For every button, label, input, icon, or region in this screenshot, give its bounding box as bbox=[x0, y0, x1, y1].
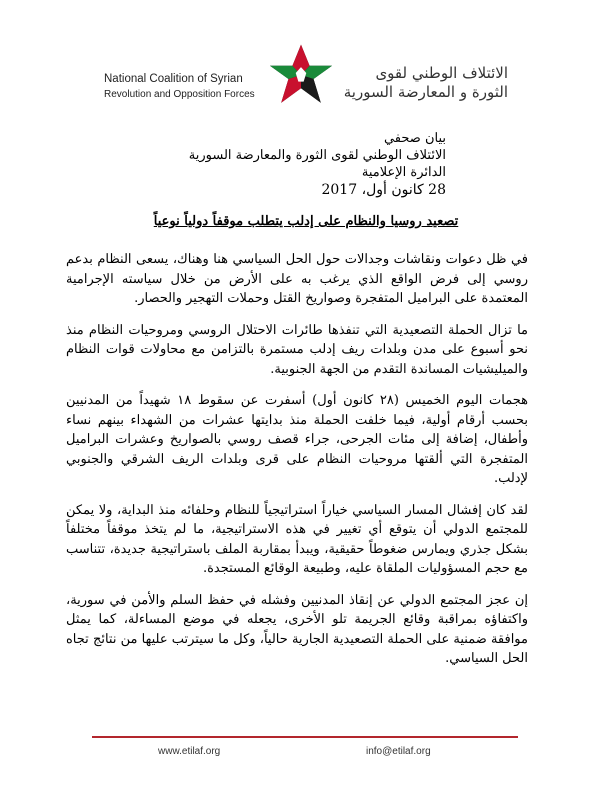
org-name-arabic-line1: الائتلاف الوطني لقوى bbox=[375, 64, 508, 82]
article-body bbox=[66, 250, 528, 681]
footer-email: info@etilaf.org bbox=[366, 746, 431, 757]
press-release-date: 28 كانون أول، 2017 bbox=[321, 182, 446, 198]
org-name-english bbox=[104, 71, 274, 103]
coalition-star-logo-icon bbox=[268, 42, 334, 108]
footer-website: www.etilaf.org bbox=[158, 746, 221, 757]
paragraph-3: هجمات اليوم الخميس (٢٨ كانون أول) أسفرت عن سقوط ١٨ شهيداً من المدنيين بحسب أرقام أولية، فيما خلفت الحملة منذ بدايتها عشرات من الشهداء بينهم نساء وأطفال، إضافة إلى مئات الجرحى، جراء قصف روسي بالصواريخ وعشرات البراميل المتفجرة التي ألقتها مروحيات النظام على قرى وبلدات الريف الشرقي والجنوبي لإدلب. bbox=[66, 393, 528, 486]
paragraph-5: إن عجز المجتمع الدولي عن إنقاذ المدنيين وفشله في حفظ السلم والأمن في سورية، واكتفاؤه بمراقبة وقائع الجريمة تلو الأخرى، يجعله في موضع المساءلة، كما يمثل موافقة ضمنية على الحملة التصعيدية الجارية حالياً، وكل ما سيترتب عليها من نتائج تجاه الحل السياسي. bbox=[66, 592, 528, 666]
press-release-department: الدائرة الإعلامية bbox=[361, 165, 446, 180]
headline: تصعيد روسيا والنظام على إدلب يتطلب موقفاً دولياً نوعياً bbox=[153, 214, 459, 229]
press-release-org: الائتلاف الوطني لقوى الثورة والمعارضة السورية bbox=[188, 148, 446, 163]
org-name-arabic-line2: الثورة و المعارضة السورية bbox=[343, 83, 508, 101]
paragraph-4: لقد كان إفشال المسار السياسي خياراً استراتيجياً للنظام وحلفائه منذ البداية، ولا يمكن للمجتمع الدولي أن يتوقع أي تغيير في هذه الاستراتيجية، ما لم يتخذ موقفاً مختلفاً بشكل جذري ويمارس ضغوطاً حقيقية، ويبدأ بمقاربة الملف باستراتيجية جديدة، تتناسب مع حجم المسؤوليات الملقاة عليه، وطبيعة الوقائع المستجدة. bbox=[66, 502, 528, 576]
paragraph-1: في ظل دعوات ونقاشات وجدالات حول الحل السياسي هنا وهناك، يسعى النظام بدعم روسي إلى فرض الواقع الذي يرغب به على الأرض من خلال سياسته الإجرامية المعتمدة على البراميل المتفجرة وصواريخ القتل وحملات التهجير والحصار. bbox=[66, 252, 528, 306]
press-release-info bbox=[189, 130, 446, 200]
press-release-type: بيان صحفي bbox=[383, 131, 446, 146]
footer-divider bbox=[92, 736, 518, 738]
letterhead bbox=[0, 0, 612, 118]
org-name-arabic bbox=[336, 64, 508, 102]
org-name-english-line2: Revolution and Opposition Forces bbox=[104, 89, 255, 100]
org-name-english-line1: National Coalition of Syrian bbox=[104, 73, 243, 85]
paragraph-2: ما تزال الحملة التصعيدية التي تنفذها طائرات الاحتلال الروسي ومروحيات النظام منذ نحو أسبوع على مدن وبلدات ريف إدلب مستمرة بالتزامن مع محاولات قوات النظام والميليشيات المساندة التقدم من الجهة الجنوبية. bbox=[66, 322, 528, 377]
